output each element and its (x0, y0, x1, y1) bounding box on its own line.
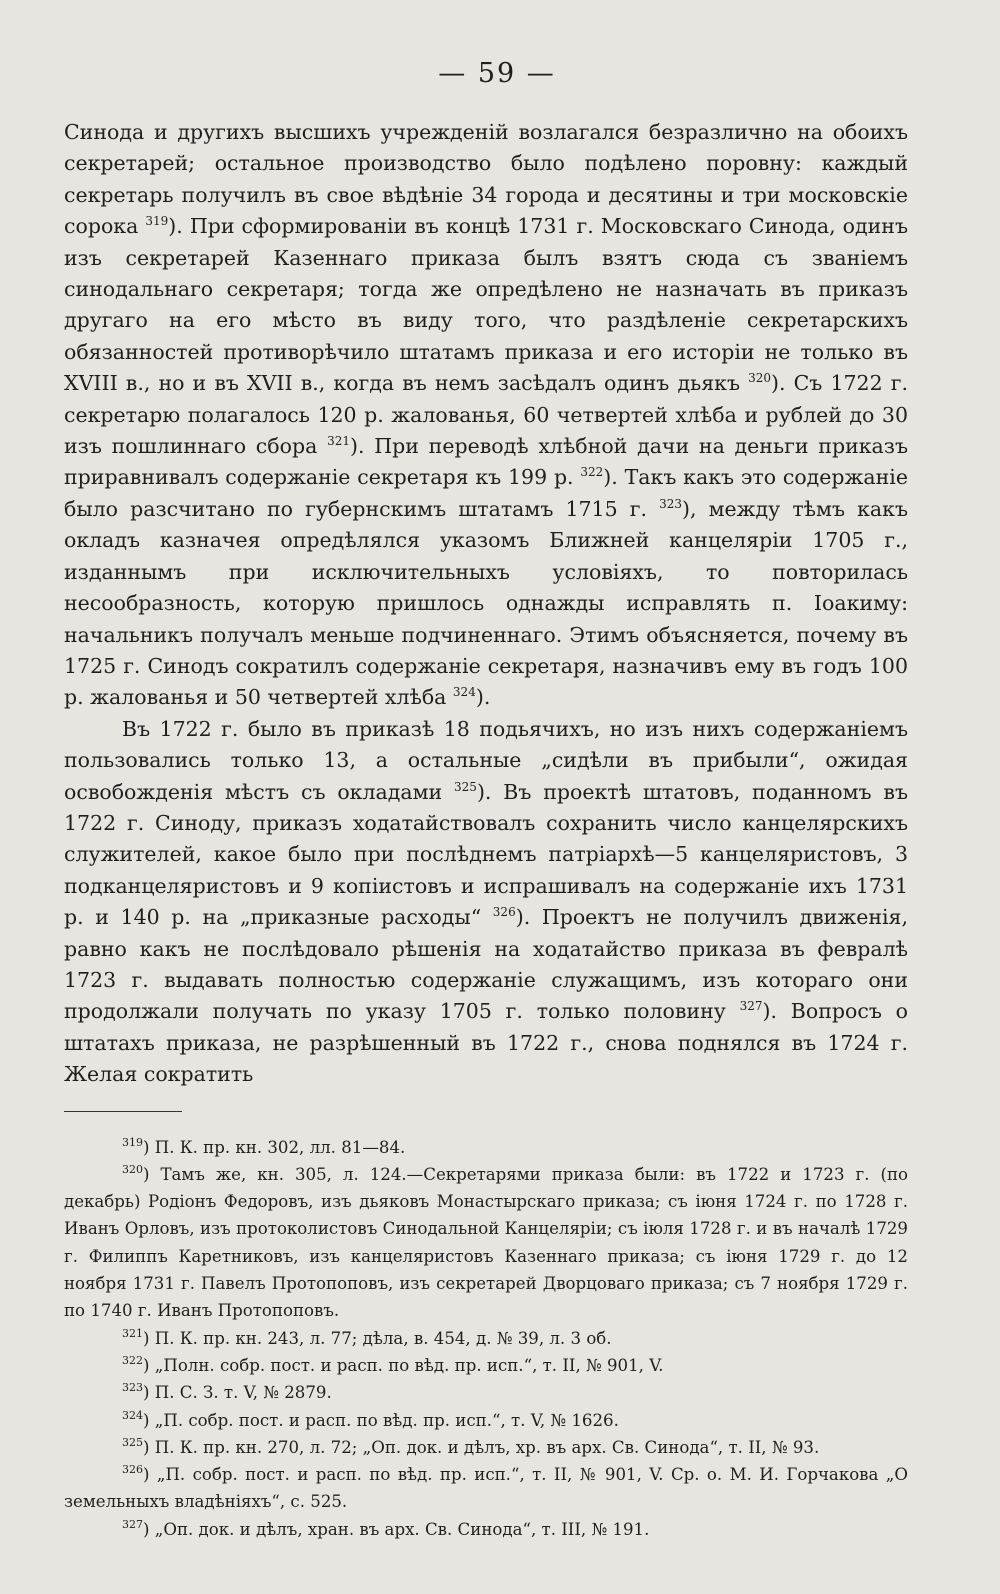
footnote (64, 1516, 908, 1543)
footnote-text: ) П. К. пр. кн. 302, лл. 81—84. (143, 1137, 406, 1157)
footnote-number: 325 (122, 1435, 143, 1449)
text-run: ), между тѣмъ какъ окладъ казначея опредѣлялся указомъ Ближней канцеляріи 1705 г., изданнымъ при исключительныхъ условіяхъ, то повторилась несообразность, которую пришлось однажды исправлять п. Іоакиму: начальникъ получалъ меньше подчиненнаго. Этимъ объясняется, почему въ 1725 г. Синодъ сократилъ содержаніе секретаря, назначивъ ему въ годъ 100 р. жалованья и 50 четвертей хлѣба (64, 496, 908, 710)
text-run: ). Проектъ не получилъ движенія, равно какъ не послѣдовало рѣшенія на ходатайство приказа въ февралѣ 1723 г. выдавать полностью содержаніе служащимъ, изъ котораго они продолжали получать по указу 1705 г. только половину (64, 905, 908, 1024)
footnote-number: 327 (122, 1517, 143, 1531)
footnote (64, 1379, 908, 1406)
footnote-text: ) П. К. пр. кн. 243, л. 77; дѣла, в. 454, д. № 39, л. 3 об. (143, 1328, 612, 1348)
footnote-ref: 327 (739, 999, 763, 1014)
footnote-text: ) Тамъ же, кн. 305, л. 124.—Секретарями приказа были: въ 1722 и 1723 г. (по декабрь) Родіонъ Федоровъ, изъ дьяковъ Монастырскаго приказа; съ іюня 1724 г. по 1728 г. Иванъ Орловъ, изъ протоколистовъ Синодальной Канцеляріи; съ іюля 1728 г. и въ началѣ 1729 г. Филиппъ Каретниковъ, изъ канцеляристовъ Казеннаго приказа; съ іюня 1729 г. до 12 ноября 1731 г. Павелъ Протопоповъ, изъ секретарей Дворцоваго приказа; съ 7 ноября 1729 г. по 1740 г. Иванъ Протопоповъ. (64, 1164, 908, 1321)
text-run: ). При сформированіи въ концѣ 1731 г. Московскаго Синода, одинъ изъ секретарей Казеннаго приказа былъ взятъ сюда съ званіемъ синодальнаго секретаря; тогда же опредѣлено не назначать въ приказъ другаго на его мѣсто въ виду того, что раздѣленіе секретарскихъ обязанностей противорѣчило штатамъ приказа и его исторіи не только въ XVIII в., но и въ XVII в., когда въ немъ засѣдалъ одинъ дьякъ (64, 214, 908, 396)
footnote (64, 1352, 908, 1379)
footnote-number: 323 (122, 1381, 143, 1395)
text-run: ). Такъ какъ это содержаніе было разсчитано по губернскимъ штатамъ 1715 г. (64, 465, 908, 521)
footnote-text: ) „Полн. собр. пост. и расп. по вѣд. пр. исп.“, т. II, № 901, V. (143, 1355, 664, 1375)
footnote (64, 1434, 908, 1461)
paragraph (64, 714, 908, 1091)
footnote-ref: 325 (454, 779, 477, 794)
footnote-number: 322 (122, 1353, 143, 1367)
text-run: Синода и другихъ высшихъ учрежденій возлагался безразлично на обоихъ секретарей; остальное производство было подѣлено поровну: каждый секретарь получилъ въ свое вѣдѣніе 34 города и десятины и три московскіе сорока (64, 120, 908, 239)
footnote-ref: 326 (492, 905, 516, 920)
text-run: Въ 1722 г. было въ приказѣ 18 подьячихъ, но изъ нихъ содержаніемъ пользовались только 13, а остальные „сидѣли въ прибыли“, ожидая освобожденія мѣстъ съ окладами (64, 716, 908, 804)
main-text (64, 117, 908, 1091)
footnote-text: ) „П. собр. пост. и расп. по вѣд. пр. исп.“, т. II, № 901, V. Ср. о. М. И. Горчакова „О земельныхъ владѣніяхъ“, с. 525. (64, 1465, 908, 1512)
footnotes (64, 1134, 908, 1543)
footnote-ref: 323 (659, 497, 682, 512)
paragraph (64, 117, 908, 714)
text-run: ). Съ 1722 г. секретарю полагалось 120 р. жалованья, 60 четвертей хлѣба и рублей до 30 изъ пошлиннаго сбора (64, 371, 908, 459)
text-run: ). (475, 685, 491, 710)
footnote (64, 1461, 908, 1516)
text-run: ). При переводѣ хлѣбной дачи на деньги приказъ приравнивалъ содержаніе секретаря къ 199 р. (64, 434, 909, 490)
footnote (64, 1161, 908, 1325)
footnote-number: 321 (122, 1326, 143, 1340)
footnote (64, 1325, 908, 1352)
footnote-ref: 322 (580, 465, 604, 480)
footnote (64, 1407, 908, 1434)
footnote-ref: 324 (452, 685, 476, 700)
footnote-ref: 320 (748, 371, 772, 386)
text-run: ). Вопросъ о штатахъ приказа, не разрѣшенный въ 1722 г., снова поднялся въ 1724 г. Желая сократить (64, 999, 908, 1087)
footnote-text: ) П. К. пр. кн. 270, л. 72; „Оп. док. и дѣлъ, хр. въ арх. Св. Синода“, т. II, № 93. (143, 1437, 820, 1457)
footnote-text: ) „Оп. док. и дѣлъ, хран. въ арх. Св. Синода“, т. III, № 191. (143, 1519, 650, 1539)
footnote-number: 320 (122, 1162, 143, 1176)
page-number: — 59 — (438, 58, 556, 89)
footnote-number: 319 (122, 1135, 143, 1149)
footnote-text: ) „П. собр. пост. и расп. по вѣд. пр. исп.“, т. V, № 1626. (143, 1410, 619, 1430)
text-run: ). Въ проектѣ штатовъ, поданномъ въ 1722 г. Синоду, приказъ ходатайствовалъ сохранить число канцелярскихъ служителей, какое было при послѣднемъ патріархѣ—5 канцеляристовъ, 3 подканцеляристовъ и 9 копіистовъ и испрашивалъ на содержаніе ихъ 1731 р. и 140 р. на „приказные расходы“ (64, 779, 908, 930)
footnote-number: 326 (122, 1463, 143, 1477)
footnote-number: 324 (122, 1408, 143, 1422)
footnote-divider (64, 1111, 182, 1112)
footnote-ref: 321 (327, 434, 350, 449)
footnote-text: ) П. С. З. т. V, № 2879. (143, 1383, 332, 1403)
footnote (64, 1134, 908, 1161)
footnote-ref: 319 (145, 214, 169, 229)
